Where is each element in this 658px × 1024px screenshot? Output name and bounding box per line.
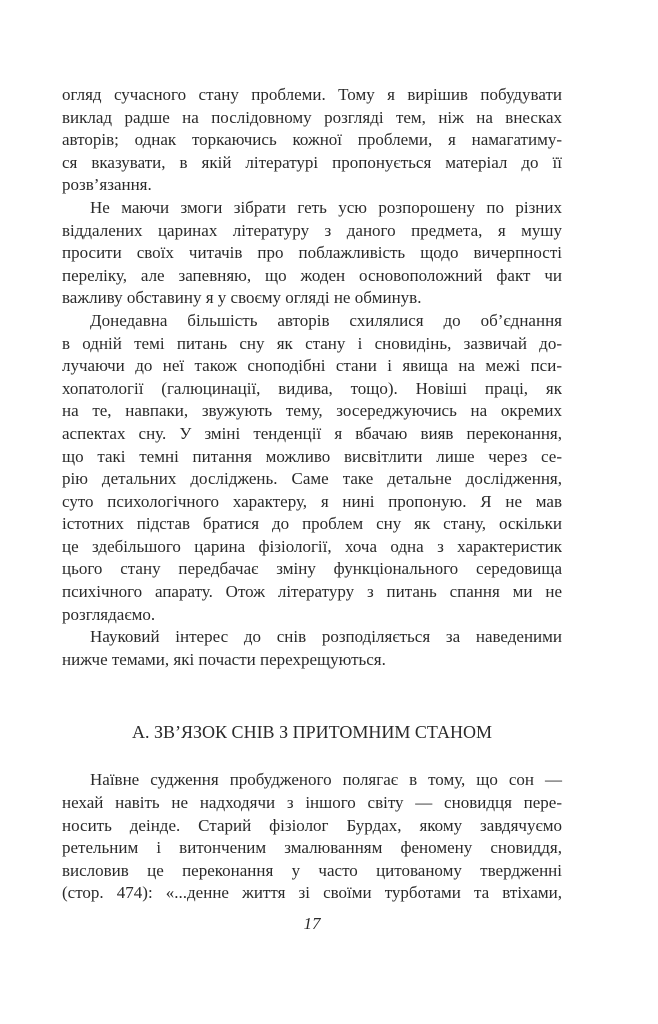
section-heading: А. ЗВ’ЯЗОК СНІВ З ПРИТОМНИМ СТАНОМ bbox=[132, 722, 492, 743]
text-line: Науковий інтерес до снів розподіляється за наведеними bbox=[90, 627, 562, 647]
text-line: що такі темні питання можливо висвітлити лише через се- bbox=[62, 446, 562, 466]
text-line: виклад радше на послідовному розгляді тем, ніж на внесках bbox=[62, 107, 562, 127]
text-line: Наївне судження пробудженого полягає в тому, що сон — bbox=[90, 770, 562, 790]
text-line: авторів; однак торкаючись кожної проблеми, я намагатиму- bbox=[62, 130, 562, 150]
text-line: Донедавна більшість авторів схилялися до об’єднання bbox=[90, 310, 562, 330]
page-number: 17 bbox=[303, 914, 321, 933]
paragraph bbox=[62, 769, 562, 905]
text-line: цього стану передбачає зміну функціонального середовища bbox=[62, 559, 562, 579]
paragraph bbox=[62, 310, 562, 626]
text-line: хопатології (галюцинації, видива, тощо). Новіші праці, як bbox=[62, 378, 562, 398]
text-line: нижче темами, які почасти перехрещуються. bbox=[62, 649, 386, 669]
text-line: віддалених царинах літературу з даного предмета, я мушу bbox=[62, 220, 562, 240]
text-line: психічного апарату. Отож літературу з питань спання ми не bbox=[62, 582, 562, 602]
text-line: ся вказувати, в якій літературі пропонується матеріал до її bbox=[62, 152, 562, 172]
text-line: нехай навіть не надходячи з іншого світу — сновидця пере- bbox=[62, 793, 562, 813]
text-line: огляд сучасного стану проблеми. Тому я вирішив побудувати bbox=[62, 85, 562, 104]
text-line: аспектах сну. У зміні тенденції я вбачаю вияв переконання, bbox=[62, 423, 562, 443]
paragraph bbox=[62, 84, 562, 197]
text-line: лучаючи до неї також сноподібні стани і явища на межі пси- bbox=[62, 356, 562, 376]
text-line: Не маючи змоги зібрати геть усю розпорошену по різних bbox=[90, 197, 562, 217]
text-line: важливу обставину я у своєму огляді не обминув. bbox=[62, 288, 422, 308]
text-line: (стор. 474): «...денне життя зі своїми турботами та втіхами, bbox=[62, 883, 562, 903]
text-line: розв’язання. bbox=[62, 175, 152, 195]
text-line: ретельним і витонченим змалюванням феномену сновиддя, bbox=[62, 838, 562, 858]
paragraph bbox=[62, 626, 562, 671]
paragraph bbox=[62, 197, 562, 310]
text-line: рію детальних досліджень. Саме таке детальне дослідження, bbox=[62, 469, 562, 489]
text-line: просити своїх читачів про поблажливість щодо вичерпності bbox=[62, 243, 562, 263]
text-line: на те, навпаки, звужують тему, зосереджуючись на окремих bbox=[62, 401, 562, 421]
text-line: розглядаємо. bbox=[62, 604, 156, 624]
text-line: переліку, але запевняю, що жоден основоположний факт чи bbox=[62, 265, 562, 285]
text-line: суто психологічного характеру, я нині пропоную. Я не мав bbox=[62, 491, 562, 511]
text-line: це здебільшого царина фізіології, хоча одна з характеристик bbox=[62, 536, 562, 556]
text-line: в одній темі питань сну як стану і сновидінь, зазвичай до- bbox=[62, 333, 562, 353]
text-line: висловив це переконання у часто цитованому твердженні bbox=[62, 860, 562, 880]
text-line: носить деінде. Старий фізіолог Бурдах, якому завдячуємо bbox=[62, 815, 562, 835]
text-line: істотних підстав братися до проблем сну як стану, оскільки bbox=[62, 514, 562, 534]
